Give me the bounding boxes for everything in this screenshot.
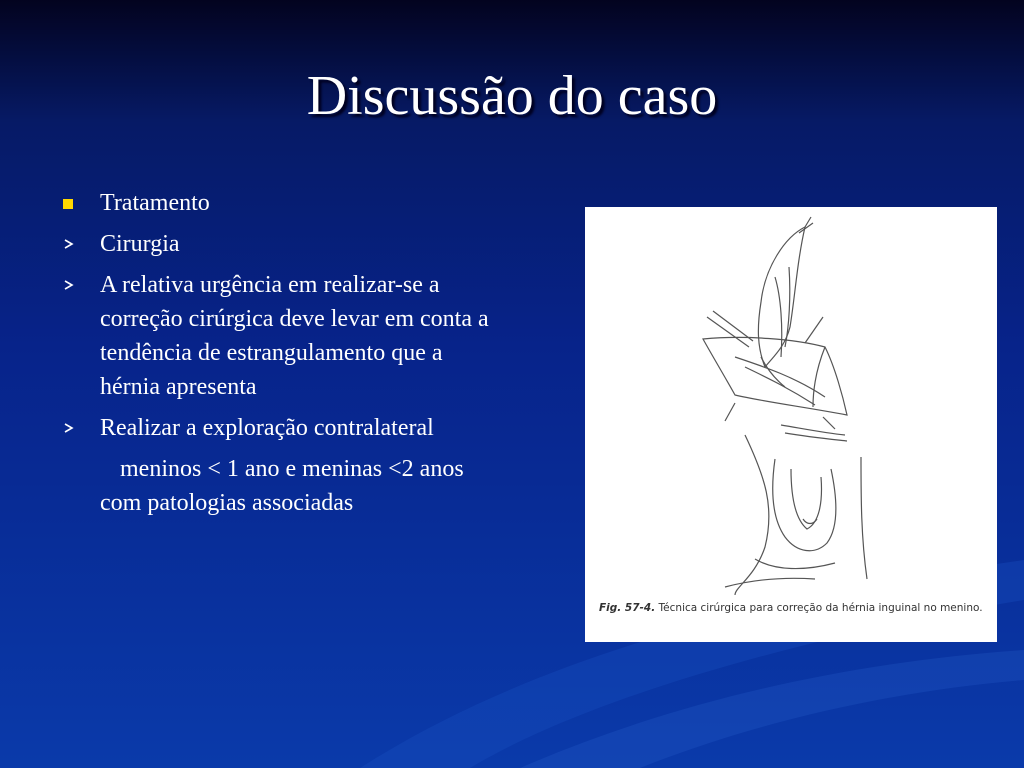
square-bullet-icon — [63, 199, 73, 209]
bullet-list — [58, 186, 508, 520]
arrow-bullet-icon — [62, 411, 76, 445]
bullet-exploracao — [58, 411, 508, 445]
slide-title: Discussão do caso — [306, 65, 718, 127]
arrow-bullet-icon — [62, 227, 76, 261]
hernia-surgery-illustration — [585, 207, 997, 597]
bullet-text: A relativa urgência em realizar-se a correção cirúrgica deve levar em conta a tendência de estrangulamento que a hérnia apresenta — [100, 272, 489, 400]
bullet-text: Tratamento — [100, 190, 210, 216]
bullet-tratamento — [58, 186, 508, 220]
sub-text: meninos < 1 ano e meninas <2 anos com patologias associadas — [100, 456, 464, 516]
bullet-cirurgia — [58, 227, 508, 261]
bullet-text: Realizar a exploração contralateral — [100, 415, 434, 441]
figure-caption — [599, 601, 985, 616]
bullet-text: Cirurgia — [100, 231, 180, 257]
surgical-figure — [585, 207, 997, 642]
caption-text: Técnica cirúrgica para correção da hérnia inguinal no menino. — [658, 602, 983, 614]
figure-number: Fig. 57-4. — [599, 602, 656, 614]
bullet-urgencia — [58, 268, 508, 404]
arrow-bullet-icon — [62, 268, 76, 302]
